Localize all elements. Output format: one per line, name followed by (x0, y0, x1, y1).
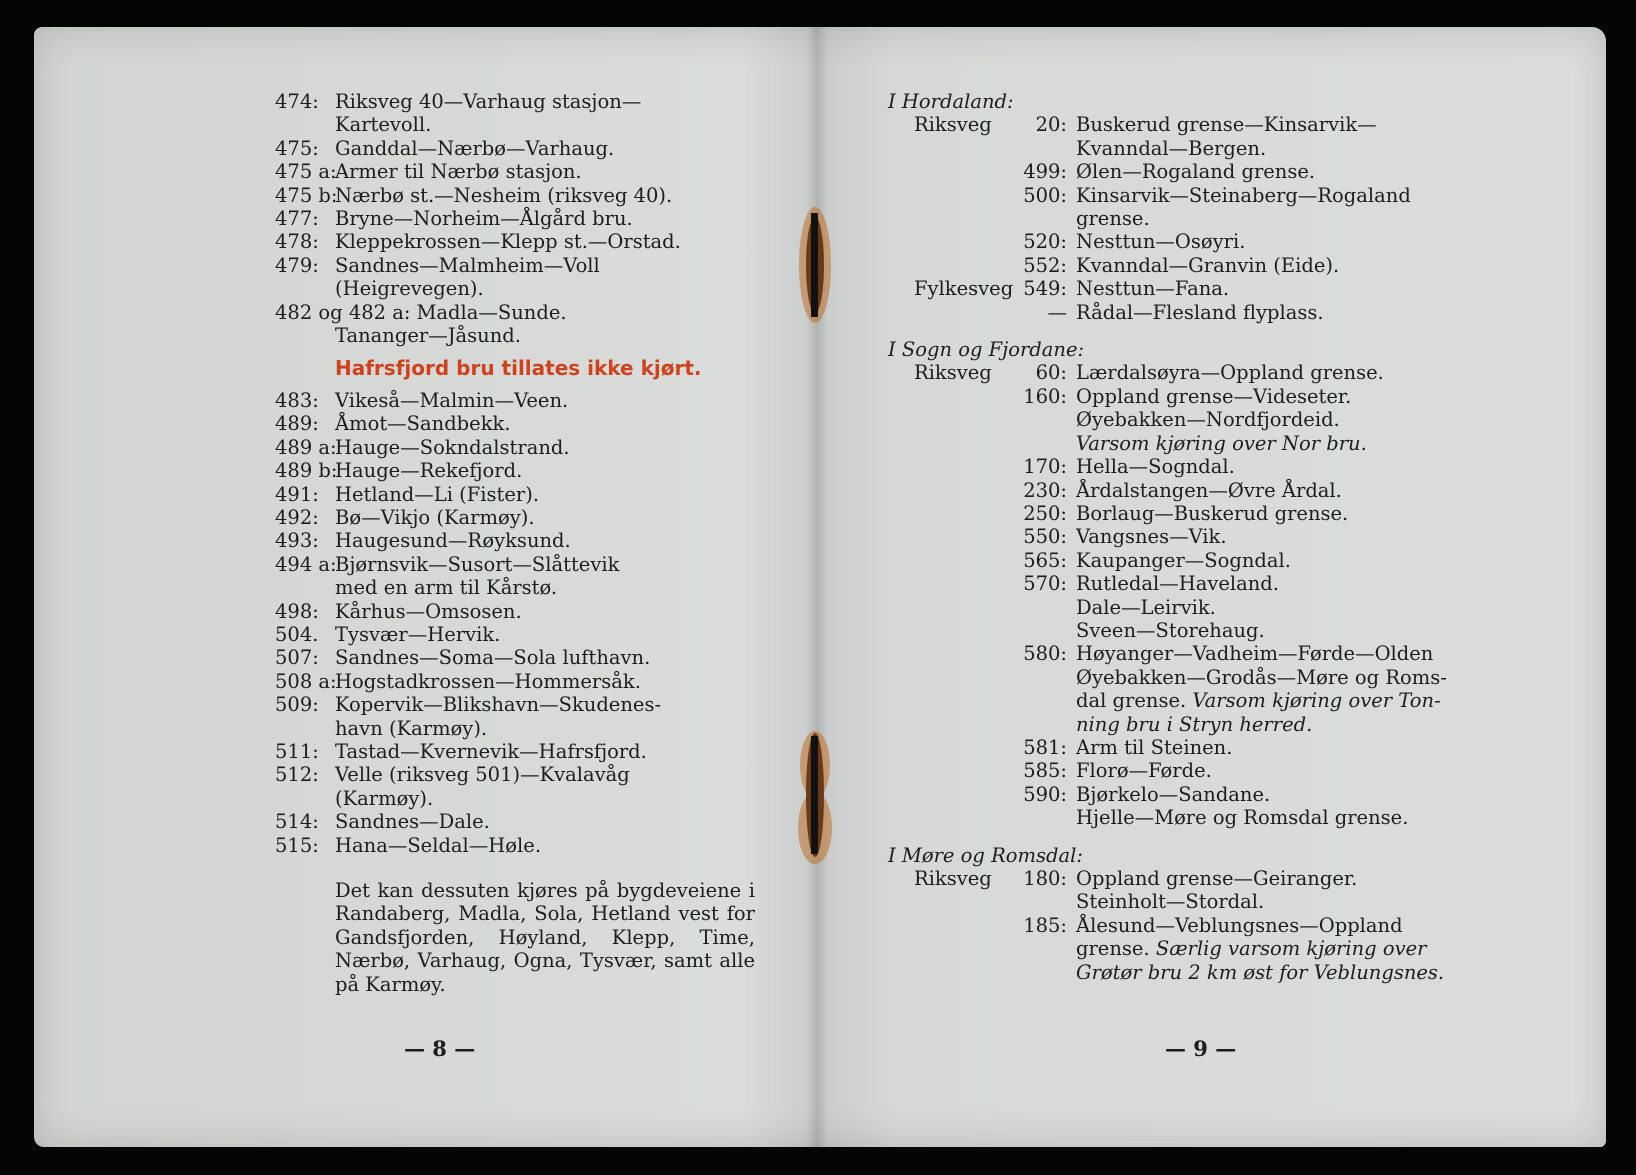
road-category (888, 914, 1006, 937)
route-text-continued: Tananger—Jåsund. (335, 324, 521, 348)
route-number: 512: (275, 763, 319, 787)
road-number: 180: (1023, 867, 1067, 890)
bridge-warning: Hafrsfjord bru tillates ikke kjørt. (335, 356, 702, 381)
road-text-continued: grense. (1076, 207, 1150, 231)
road-text-plain: dal grense. (1076, 689, 1193, 713)
road-caution-note: Varsom kjøring over Nor bru. (1076, 431, 1367, 455)
road-text-continued: Øyebakken—Nordfjordeid. (1076, 408, 1340, 432)
road-caution-note: Varsom kjøring over Ton- (1192, 689, 1441, 713)
route-entry (275, 412, 775, 435)
road-entry (888, 301, 1538, 324)
road-text: Kaupanger—Sogndal. (1076, 548, 1291, 572)
page-number-right: — 9 — (1165, 1036, 1237, 1061)
road-caution-line (888, 937, 1538, 960)
route-text: Hauge—Sokndalstrand. (335, 435, 570, 459)
route-number: 482 og 482 a: (275, 300, 411, 324)
road-text: Kinsarvik—Steinaberg—Rogaland (1076, 183, 1411, 207)
road-number: 60: (1035, 361, 1067, 385)
road-number: 160: (1023, 384, 1067, 408)
road-text: Florø—Førde. (1076, 759, 1212, 783)
route-number: 498: (275, 599, 319, 623)
route-number: 474: (275, 90, 319, 113)
route-text: Tastad—Kvernevik—Hafrsfjord. (335, 739, 647, 763)
road-text: Rådal—Flesland flyplass. (1076, 300, 1324, 324)
road-category (888, 502, 1006, 525)
route-text: Bjørnsvik—Susort—Slåttevik (335, 552, 620, 576)
route-number: 475: (275, 136, 319, 160)
left-page (275, 90, 775, 996)
route-number: 492: (275, 505, 319, 529)
road-entry (888, 783, 1538, 806)
route-number: 489 a: (275, 435, 337, 459)
road-entry (888, 277, 1538, 300)
road-caution-line (888, 689, 1538, 712)
route-number: 509: (275, 693, 319, 717)
route-number: 475 b: (275, 183, 338, 207)
route-text: Bø—Vikjo (Karmøy). (335, 505, 535, 529)
route-entry (275, 90, 775, 113)
road-text: Buskerud grense—Kinsarvik— (1076, 113, 1377, 137)
road-text-continued: Dale—Leirvik. (1076, 595, 1216, 619)
route-text-continued: Kartevoll. (335, 113, 432, 137)
route-entry (275, 207, 775, 230)
county-heading: I Sogn og Fjordane: (888, 338, 1085, 362)
bygdevei-paragraph (275, 879, 755, 996)
route-number: 508 a: (275, 669, 337, 693)
route-entry (275, 763, 775, 786)
road-category (888, 572, 1006, 595)
staple-burn-top (790, 195, 840, 335)
road-text: Arm til Steinen. (1076, 735, 1233, 759)
road-text: Rutledal—Haveland. (1076, 572, 1279, 596)
road-entry (888, 160, 1538, 183)
route-entry (275, 623, 775, 646)
road-number: 585: (1023, 759, 1067, 783)
road-entry (888, 479, 1538, 502)
road-text: Kvanndal—Granvin (Eide). (1076, 253, 1340, 277)
road-number: 20: (1035, 113, 1067, 137)
route-entry (275, 483, 775, 506)
right-page (888, 90, 1538, 984)
route-entry (275, 160, 775, 183)
section-gap (888, 324, 1538, 338)
route-text: Ganddal—Nærbø—Varhaug. (335, 136, 615, 160)
road-text-continued: Sveen—Storehaug. (1076, 618, 1265, 642)
route-entry (275, 230, 775, 253)
route-entry (275, 553, 775, 576)
road-number: — (1047, 300, 1067, 324)
route-number: 514: (275, 810, 319, 834)
road-category: Riksveg (914, 113, 992, 137)
route-text: Sandnes—Malmheim—Voll (335, 253, 600, 277)
route-number: 504. (275, 622, 319, 646)
road-entry (888, 549, 1538, 572)
route-number: 483: (275, 388, 319, 412)
road-entry (888, 642, 1538, 665)
road-text-plain: grense. (1076, 937, 1156, 961)
county-heading: I Hordaland: (888, 90, 1014, 113)
road-number: 570: (1023, 572, 1067, 596)
route-entry (275, 834, 775, 857)
road-entry (888, 230, 1538, 253)
road-text: Bjørkelo—Sandane. (1076, 782, 1271, 806)
route-text-continued: med en arm til Kårstø. (335, 576, 558, 600)
road-category (888, 160, 1006, 183)
road-entry (888, 759, 1538, 782)
road-category (888, 783, 1006, 806)
road-entry (888, 113, 1538, 136)
route-entry (275, 529, 775, 552)
road-text-continued: Steinholt—Stordal. (1076, 890, 1265, 914)
road-number: 185: (1023, 913, 1067, 937)
road-entry (888, 184, 1538, 207)
route-number: 515: (275, 833, 319, 857)
road-text: Oppland grense—Geiranger. (1076, 867, 1358, 890)
route-text: Åmot—Sandbekk. (335, 412, 511, 436)
road-category (888, 549, 1006, 572)
route-entry (275, 506, 775, 529)
paragraph-text: Det kan dessuten kjøres på bygdeveiene i Randaberg, Madla, Sola, Hetland vest for Gandsfjorden, Høyland, Klepp, Time, Nærbø, Varhaug, Ogna, Tysvær, samt alle på Karmøy. (335, 879, 755, 996)
road-category (888, 385, 1006, 408)
route-text: Hetland—Li (Fister). (335, 482, 540, 506)
road-text: Lærdalsøyra—Oppland grense. (1076, 361, 1384, 385)
route-number: 477: (275, 207, 319, 231)
route-entry (275, 600, 775, 623)
staple-burn-bottom (790, 720, 840, 870)
road-text: Ølen—Rogaland grense. (1076, 160, 1316, 184)
road-caution-note: ning bru i Stryn herred. (1076, 712, 1313, 736)
road-number: 170: (1023, 455, 1067, 479)
road-text: Nesttun—Osøyri. (1076, 230, 1246, 254)
route-number: 511: (275, 739, 319, 763)
route-text-continued: (Heigrevegen). (335, 277, 484, 301)
route-text: Madla—Sunde. (416, 300, 567, 324)
road-entry (888, 361, 1538, 384)
road-number: 550: (1023, 525, 1067, 549)
road-category (888, 642, 1006, 665)
route-text: Riksveg 40—Varhaug stasjon— (335, 90, 642, 113)
route-entry (275, 459, 775, 482)
route-entry (275, 740, 775, 763)
road-text-continued: Øyebakken—Grodås—Møre og Roms- (1076, 665, 1447, 689)
road-category (888, 525, 1006, 548)
route-text: Kårhus—Omsosen. (335, 599, 522, 623)
route-text: Armer til Nærbø stasjon. (335, 160, 582, 184)
road-category (888, 230, 1006, 253)
route-text-continued: havn (Karmøy). (335, 716, 488, 740)
route-number: 491: (275, 482, 319, 506)
route-entry (275, 436, 775, 459)
road-category: Riksveg (914, 867, 992, 890)
road-number: 552: (1023, 253, 1067, 277)
road-text: Oppland grense—Videseter. (1076, 384, 1352, 408)
road-category: Riksveg (914, 361, 992, 385)
route-number: 475 a: (275, 160, 337, 184)
route-text: Bryne—Norheim—Ålgård bru. (335, 207, 633, 231)
route-entry (275, 646, 775, 669)
road-category (888, 184, 1006, 207)
route-text: Nærbø st.—Nesheim (riksveg 40). (335, 183, 673, 207)
road-text-continued: Kvanndal—Bergen. (1076, 136, 1267, 160)
route-entry (275, 389, 775, 412)
route-text: Vikeså—Malmin—Veen. (335, 388, 569, 412)
road-text: Høyanger—Vadheim—Førde—Olden (1076, 642, 1434, 666)
county-sections (888, 90, 1538, 984)
route-text: Kleppekrossen—Klepp st.—Orstad. (335, 230, 681, 254)
road-entry (888, 572, 1538, 595)
route-number: 494 a: (275, 552, 337, 576)
route-text: Hana—Seldal—Høle. (335, 833, 542, 857)
road-number: 580: (1023, 642, 1067, 666)
route-entry (275, 810, 775, 833)
route-number: 507: (275, 646, 319, 670)
route-number: 493: (275, 529, 319, 553)
road-number: 590: (1023, 782, 1067, 806)
road-entry (888, 736, 1538, 759)
route-entry (275, 670, 775, 693)
route-entry (275, 301, 775, 324)
road-text: Årdalstangen—Øvre Årdal. (1076, 478, 1342, 502)
section-gap (888, 830, 1538, 844)
road-text: Hella—Sogndal. (1076, 455, 1235, 479)
road-category (888, 479, 1006, 502)
road-entry (888, 867, 1538, 890)
road-text: Borlaug—Buskerud grense. (1076, 501, 1349, 525)
road-entry (888, 455, 1538, 478)
route-entry (275, 254, 775, 277)
road-category: Fylkesveg (914, 277, 1014, 301)
road-category (888, 455, 1006, 478)
route-text: Hogstadkrossen—Hommersåk. (335, 669, 641, 693)
road-number: 250: (1023, 501, 1067, 525)
route-number: 478: (275, 230, 319, 254)
road-text: Vangsnes—Vik. (1076, 525, 1227, 549)
road-number: 581: (1023, 735, 1067, 759)
road-text: Ålesund—Veblungsnes—Oppland (1076, 913, 1403, 937)
road-number: 230: (1023, 478, 1067, 502)
route-number: 489: (275, 412, 319, 436)
road-number: 499: (1023, 160, 1067, 184)
road-entry (888, 385, 1538, 408)
road-text: Nesttun—Fana. (1076, 277, 1230, 301)
county-heading: I Møre og Romsdal: (888, 843, 1083, 867)
road-number: 500: (1023, 183, 1067, 207)
route-text-continued: (Karmøy). (335, 786, 434, 810)
route-entry (275, 184, 775, 207)
route-entry (275, 693, 775, 716)
road-category (888, 759, 1006, 782)
road-entry (888, 525, 1538, 548)
route-text: Haugesund—Røyksund. (335, 529, 571, 553)
route-text: Velle (riksveg 501)—Kvalavåg (335, 763, 630, 787)
road-caution-note: Særlig varsom kjøring over (1155, 937, 1427, 961)
route-number: 489 b: (275, 459, 338, 483)
page-number-left: — 8 — (404, 1036, 476, 1061)
road-entry (888, 914, 1538, 937)
road-entry (888, 254, 1538, 277)
road-number: 565: (1023, 548, 1067, 572)
route-number: 479: (275, 253, 319, 277)
road-text-continued: Hjelle—Møre og Romsdal grense. (1076, 806, 1409, 830)
road-category (888, 301, 1006, 324)
road-number: 549: (1023, 277, 1067, 301)
route-text: Kopervik—Blikshavn—Skudenes- (335, 693, 662, 717)
route-text: Sandnes—Dale. (335, 810, 490, 834)
route-list-top (275, 90, 775, 347)
route-text: Tysvær—Hervik. (335, 622, 501, 646)
route-text: Hauge—Rekefjord. (335, 459, 523, 483)
route-entry (275, 137, 775, 160)
route-list-bottom (275, 389, 775, 857)
road-caution-note: Grøtør bru 2 km øst for Veblungsnes. (1076, 960, 1445, 984)
road-entry (888, 502, 1538, 525)
road-category (888, 254, 1006, 277)
road-number: 520: (1023, 230, 1067, 254)
route-text: Sandnes—Soma—Sola lufthavn. (335, 646, 651, 670)
road-category (888, 736, 1006, 759)
